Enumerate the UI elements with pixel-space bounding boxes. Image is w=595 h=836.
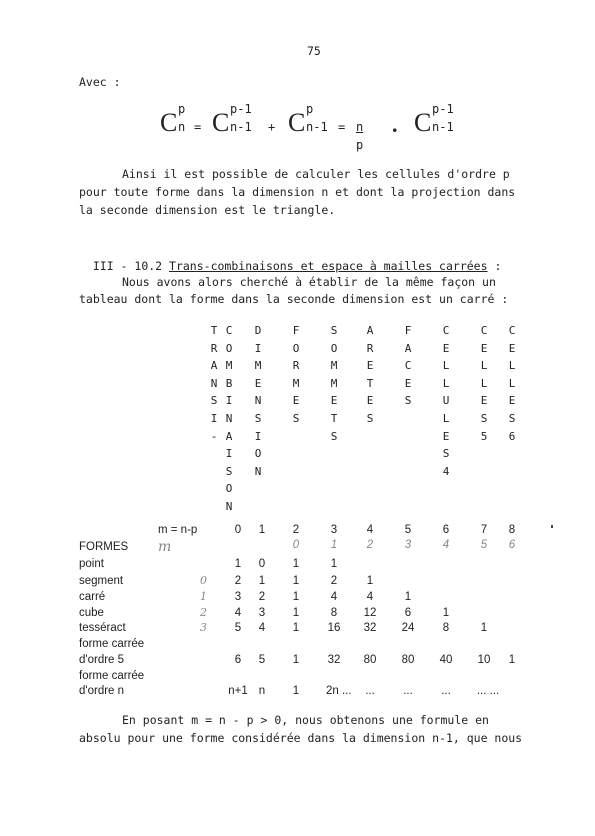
handwritten-value: 2 xyxy=(366,539,374,551)
table-cell: 3 xyxy=(234,591,242,603)
table-cell: 1 xyxy=(292,654,300,666)
table-cell: 80 xyxy=(401,654,415,666)
col-header-0: T R A N S I - xyxy=(210,324,218,443)
table-cell: 4 xyxy=(330,591,338,603)
m-label: m = n-p xyxy=(158,524,198,536)
formula-sub4: n-1 xyxy=(432,120,454,134)
handwritten-row-mark: 3 xyxy=(200,621,207,634)
table-cell: ... xyxy=(403,685,413,697)
handwritten-row-mark: 2 xyxy=(200,606,207,619)
table-cell: 1 xyxy=(292,622,300,634)
table-cell: 1 xyxy=(480,622,488,634)
formula-c4: C xyxy=(414,108,432,137)
m-value: 0 xyxy=(234,524,242,536)
formula-eq1: = xyxy=(194,120,202,134)
intro-text: Avec : xyxy=(79,75,121,89)
col-header-6: F A C E S xyxy=(404,324,412,408)
table-row-label: d'ordre n xyxy=(79,685,125,697)
formula-sub2: n-1 xyxy=(230,120,252,134)
col-header-5: A R E T E S xyxy=(366,324,374,425)
table-cell: ... ... xyxy=(476,685,500,697)
table-cell: 5 xyxy=(234,622,242,634)
col-header-8: C E L L E S 5 xyxy=(480,324,488,443)
formula-sup1: p xyxy=(178,102,186,116)
formula-dot: . xyxy=(392,112,398,137)
table-cell: n xyxy=(258,685,266,697)
table-cell: 32 xyxy=(327,654,341,666)
table-cell: 5 xyxy=(258,654,266,666)
m-value: 2 xyxy=(292,524,300,536)
table-cell: ... xyxy=(441,685,451,697)
handwritten-row-mark: 0 xyxy=(200,574,207,587)
table-cell: 6 xyxy=(234,654,242,666)
m-value: 3 xyxy=(330,524,338,536)
table-row-label: forme carrée xyxy=(79,670,145,682)
m-value: 7 xyxy=(480,524,488,536)
formula-c1: C xyxy=(160,108,178,137)
table-row-label: segment xyxy=(79,575,124,587)
table-row-label: d'ordre 5 xyxy=(79,654,125,666)
para3-line2: absolu pour une forme considérée dans la dimension n-1, que nous xyxy=(79,731,523,745)
para1-line3: la seconde dimension est le triangle. xyxy=(79,203,336,217)
table-cell: 1 xyxy=(292,558,300,570)
col-header-2: D I M E N S I O N xyxy=(254,324,262,478)
formula-frac-den: p xyxy=(356,138,364,152)
table-cell: 24 xyxy=(401,622,415,634)
table-row-label: point xyxy=(79,558,104,570)
m-value: 5 xyxy=(404,524,412,536)
table-cell: 1 xyxy=(292,607,300,619)
stray-mark xyxy=(551,525,553,528)
formula-frac-num: n xyxy=(356,120,364,134)
table-cell: 1 xyxy=(508,654,516,666)
table-cell: 1 xyxy=(366,575,374,587)
formula-c2: C xyxy=(212,108,230,137)
handwritten-value: 4 xyxy=(442,539,450,551)
handwritten-value: 6 xyxy=(508,539,516,551)
para3-line1: En posant m = n - p > 0, nous obtenons une formule en xyxy=(122,713,489,727)
table-cell: n+1 xyxy=(228,685,248,697)
table-cell: 6 xyxy=(404,607,412,619)
table-row-label: forme carrée xyxy=(79,638,145,650)
table-cell: 1 xyxy=(292,685,300,697)
table-cell: 1 xyxy=(442,607,450,619)
handwritten-row-mark: 1 xyxy=(200,590,207,603)
col-header-3: F O R M E S xyxy=(292,324,300,425)
col-header-9: C E L L E S 6 xyxy=(508,324,516,443)
formula-sup2: p-1 xyxy=(230,102,252,116)
handwritten-m: m xyxy=(158,539,172,555)
para2-line2: tableau dont la forme dans la seconde dimension est un carré : xyxy=(79,292,509,306)
table-cell: 1 xyxy=(404,591,412,603)
col-header-4: S O M M E T S xyxy=(330,324,338,443)
formula-c3: C xyxy=(288,108,306,137)
formula-sub3: n-1 xyxy=(306,120,328,134)
table-cell: 3 xyxy=(258,607,266,619)
table-cell: 8 xyxy=(442,622,450,634)
formula-sup4: p-1 xyxy=(432,102,454,116)
table-cell: 2 xyxy=(258,591,266,603)
table-cell: 2 xyxy=(330,575,338,587)
table-cell: 4 xyxy=(366,591,374,603)
col-header-7: C E L L U L E S 4 xyxy=(442,324,450,478)
m-value: 4 xyxy=(366,524,374,536)
table-cell: 0 xyxy=(258,558,266,570)
formula-sup3: p xyxy=(306,102,314,116)
handwritten-value: 0 xyxy=(292,539,300,551)
table-cell: 4 xyxy=(234,607,242,619)
table-row-label: carré xyxy=(79,591,106,603)
formula-eq2: = xyxy=(338,120,346,134)
m-value: 8 xyxy=(508,524,516,536)
table-cell: 2 xyxy=(234,575,242,587)
handwritten-value: 1 xyxy=(330,539,338,551)
table-cell: 1 xyxy=(330,558,338,570)
col-header-1: C O M B I N A I S O N xyxy=(225,324,233,513)
para1-line2: pour toute forme dans la dimension n et dont la projection dans xyxy=(79,185,516,199)
table-cell: 80 xyxy=(363,654,377,666)
table-cell: 1 xyxy=(258,575,266,587)
m-value: 1 xyxy=(258,524,266,536)
table-cell: 12 xyxy=(363,607,377,619)
formula-sub1: n xyxy=(178,120,186,134)
section-title: Trans-combinaisons et espace à mailles carrées xyxy=(169,259,488,273)
table-cell: 10 xyxy=(477,654,491,666)
table-cell: 1 xyxy=(292,591,300,603)
section-number: III - 10.2 xyxy=(92,259,170,273)
page-number: 75 xyxy=(307,44,321,58)
para1-line1: Ainsi il est possible de calculer les cellules d'ordre p xyxy=(122,167,510,181)
formes-label: FORMES xyxy=(79,541,129,553)
table-row-label: cube xyxy=(79,607,104,619)
table-cell: 1 xyxy=(292,575,300,587)
handwritten-value: 5 xyxy=(480,539,488,551)
table-cell: 32 xyxy=(363,622,377,634)
table-cell: 8 xyxy=(330,607,338,619)
table-cell: 1 xyxy=(234,558,242,570)
table-row-label: tesséract xyxy=(79,622,126,634)
table-cell: 4 xyxy=(258,622,266,634)
section-suffix: : xyxy=(487,259,502,273)
table-cell: 2n ... xyxy=(326,685,352,697)
table-cell: 40 xyxy=(439,654,453,666)
m-value: 6 xyxy=(442,524,450,536)
formula-plus: + xyxy=(268,120,276,134)
table-cell: ... xyxy=(365,685,375,697)
table-cell: 16 xyxy=(327,622,341,634)
para2-line1: Nous avons alors cherché à établir de la même façon un xyxy=(122,275,496,289)
handwritten-value: 3 xyxy=(404,539,412,551)
